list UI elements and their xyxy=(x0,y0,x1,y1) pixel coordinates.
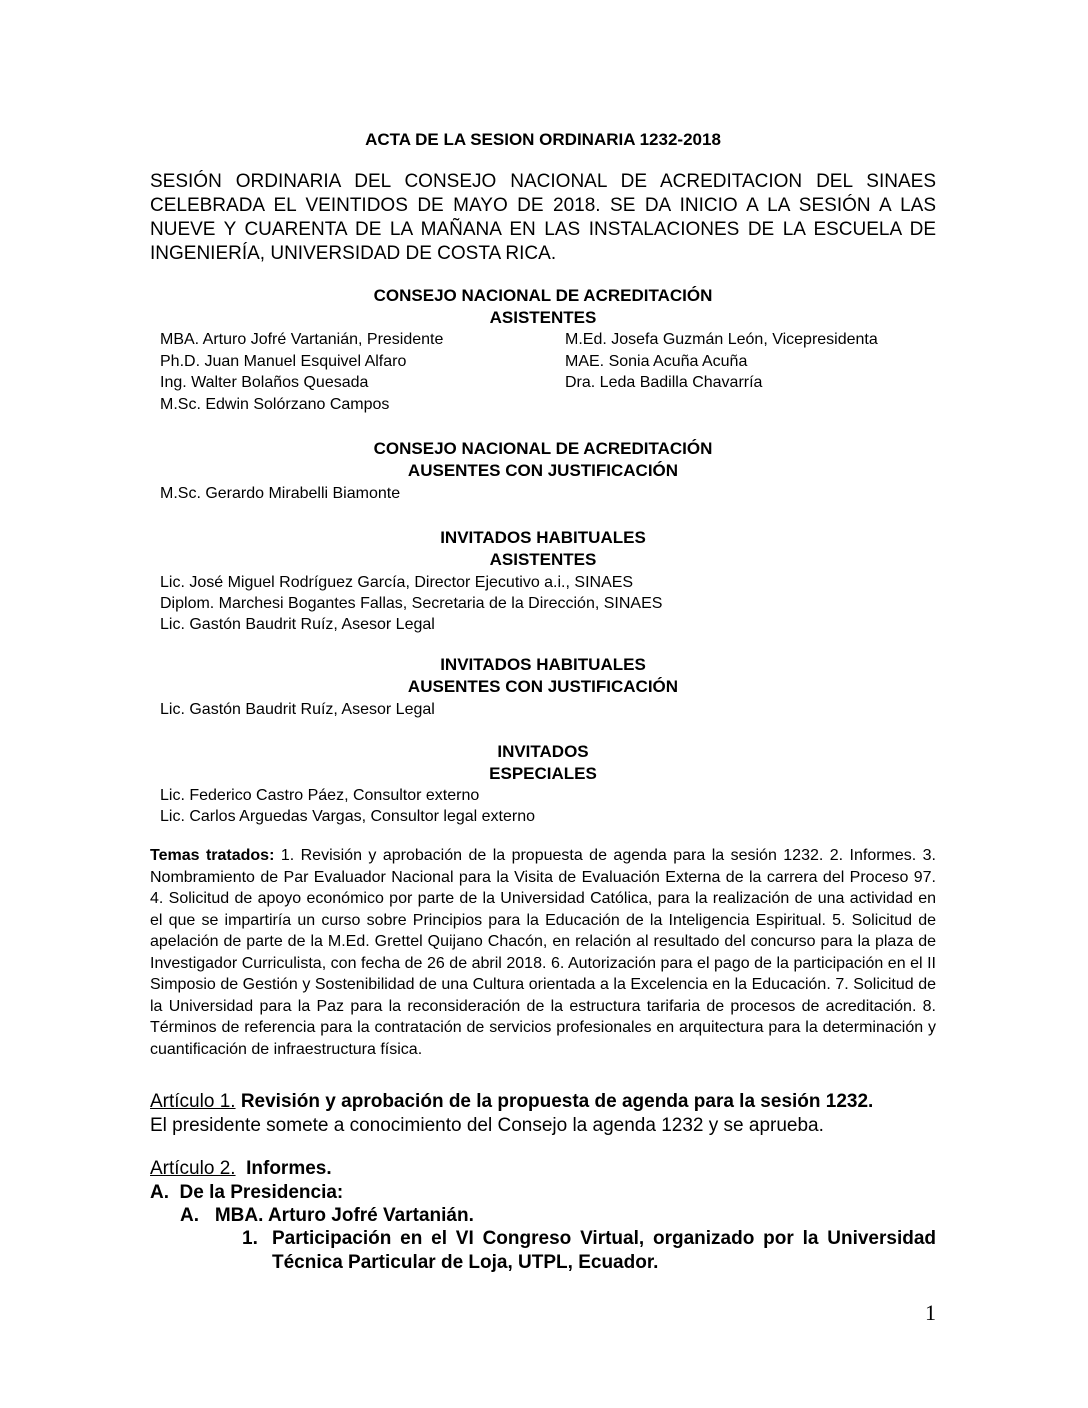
invitados-especiales-list xyxy=(160,785,535,827)
invitados-ausentes-list xyxy=(160,699,435,720)
session-intro: SESIÓN ORDINARIA DEL CONSEJO NACIONAL DE ACREDITACION DEL SINAES CELEBRADA EL VEINTIDOS DE MAYO DE 2018. SE DA INICIO A LA SESIÓN A LAS NUEVE Y CUARENTA DE LA MAÑANA EN LAS INSTALACIONES DE LA ESCUELA DE INGENIERÍA, UNIVERSIDAD DE COSTA RICA. xyxy=(150,171,936,264)
consejo-ausentes-list xyxy=(160,483,400,504)
report-item-text: Participación en el VI Congreso Virtual, organizado por la Universidad Técnica Particular de Loja, UTPL, Ecuador. xyxy=(272,1228,936,1273)
section-heading-line: AUSENTES CON JUSTIFICACIÓN xyxy=(407,677,679,696)
section-heading-line: CONSEJO NACIONAL DE ACREDITACIÓN xyxy=(373,439,713,458)
document-title: ACTA DE LA SESION ORDINARIA 1232-2018 xyxy=(365,130,721,149)
section-heading-line: ASISTENTES xyxy=(489,550,597,569)
topics-text: 1. Revisión y aprobación de la propuesta de agenda para la sesión 1232. 2. Informes. 3. Nombramiento de Par Evaluador Nacional para la Visita de Evaluación Externa de la carrera del Proceso 97. 4. Solicitud de apoyo económico por parte de la Universidad Católica, para la realización de una actividad en el que se impartiría un curso sobre Principios para la Educación de la Inteligencia Espiritual. 5. Solicitud de apelación de parte de la M.Ed. Grettel Quijano Chacón, en relación al resultado del concurso para la plaza de Investigador Curriculista, con fecha de 26 de abril 2018. 6. Autorización para el pago de la participación en el II Simposio de Gestión y Sostenibilidad de una Cultura orientada a la Excelencia en la Educación. 7. Solicitud de la Universidad para la Paz para la reconsideración de la estructura tarifaria de procesos de acreditación. 8. Términos de referencia para la contratación de servicios profesionales en arquitectura para la determinación y cuantificación de infraestructura física. xyxy=(150,847,937,1058)
section-heading-line: ESPECIALES xyxy=(489,764,597,783)
invitados-asistentes-list xyxy=(160,572,662,635)
consejo-ausentes-heading xyxy=(150,438,936,482)
attendee-row xyxy=(160,372,878,394)
section-heading-line: AUSENTES CON JUSTIFICACIÓN xyxy=(407,461,679,480)
article-1-label: Artículo 1. xyxy=(150,1091,236,1112)
article-2-heading xyxy=(150,1157,936,1181)
guest-name: Diplom. Marchesi Bogantes Fallas, Secretaria de la Dirección, SINAES xyxy=(160,595,663,612)
consejo-asistentes-heading xyxy=(150,285,936,329)
topics-paragraph xyxy=(150,845,936,1060)
article-1-heading xyxy=(150,1090,936,1114)
section-heading-line: INVITADOS xyxy=(497,742,589,761)
guest-name: Lic. Gastón Baudrit Ruíz, Asesor Legal xyxy=(160,616,435,633)
article-1-title: Revisión y aprobación de la propuesta de agenda para la sesión 1232. xyxy=(235,1091,874,1112)
guest-name: Lic. Federico Castro Páez, Consultor externo xyxy=(160,787,480,804)
attendee-name: MAE. Sonia Acuña Acuña xyxy=(565,352,748,370)
attendee-row xyxy=(160,394,878,416)
subsection-president-name: A. MBA. Arturo Jofré Vartanián. xyxy=(180,1205,474,1226)
guest-name: Lic. Gastón Baudrit Ruíz, Asesor Legal xyxy=(160,701,435,718)
attendee-name: M.Sc. Edwin Solórzano Campos xyxy=(160,395,390,413)
article-1-body: El presidente somete a conocimiento del Consejo la agenda 1232 y se aprueba. xyxy=(150,1115,824,1136)
attendee-name: Dra. Leda Badilla Chavarría xyxy=(565,374,763,391)
attendee-name: Ph.D. Juan Manuel Esquivel Alfaro xyxy=(160,352,407,370)
invitados-especiales-heading xyxy=(150,741,936,785)
section-heading-line: INVITADOS HABITUALES xyxy=(440,655,646,674)
subsection-presidencia: A. De la Presidencia: xyxy=(150,1182,344,1203)
attendee-row xyxy=(160,351,878,373)
guest-name: Lic. Carlos Arguedas Vargas, Consultor legal externo xyxy=(160,808,536,825)
attendee-row xyxy=(160,329,878,351)
article-2-title: Informes. xyxy=(235,1158,332,1179)
report-item-number: 1. xyxy=(242,1228,258,1249)
topics-label: Temas tratados: xyxy=(150,847,275,864)
section-heading-line: CONSEJO NACIONAL DE ACREDITACIÓN xyxy=(373,286,713,305)
section-heading-line: INVITADOS HABITUALES xyxy=(440,528,646,547)
article-2-label: Artículo 2. xyxy=(150,1158,236,1179)
article-1 xyxy=(150,1090,936,1138)
consejo-asistentes-list xyxy=(160,329,878,415)
attendee-name: Ing. Walter Bolaños Quesada xyxy=(160,374,369,391)
page-number: 1 xyxy=(925,1300,936,1325)
absentee-name: M.Sc. Gerardo Mirabelli Biamonte xyxy=(160,485,401,502)
section-heading-line: ASISTENTES xyxy=(489,308,597,327)
invitados-ausentes-heading xyxy=(150,654,936,698)
attendee-name: M.Ed. Josefa Guzmán León, Vicepresidenta xyxy=(565,331,878,348)
invitados-asistentes-heading xyxy=(150,527,936,571)
attendee-name: MBA. Arturo Jofré Vartanián, Presidente xyxy=(160,331,444,348)
report-item-1 xyxy=(242,1227,936,1275)
guest-name: Lic. José Miguel Rodríguez García, Director Ejecutivo a.i., SINAES xyxy=(160,574,634,591)
